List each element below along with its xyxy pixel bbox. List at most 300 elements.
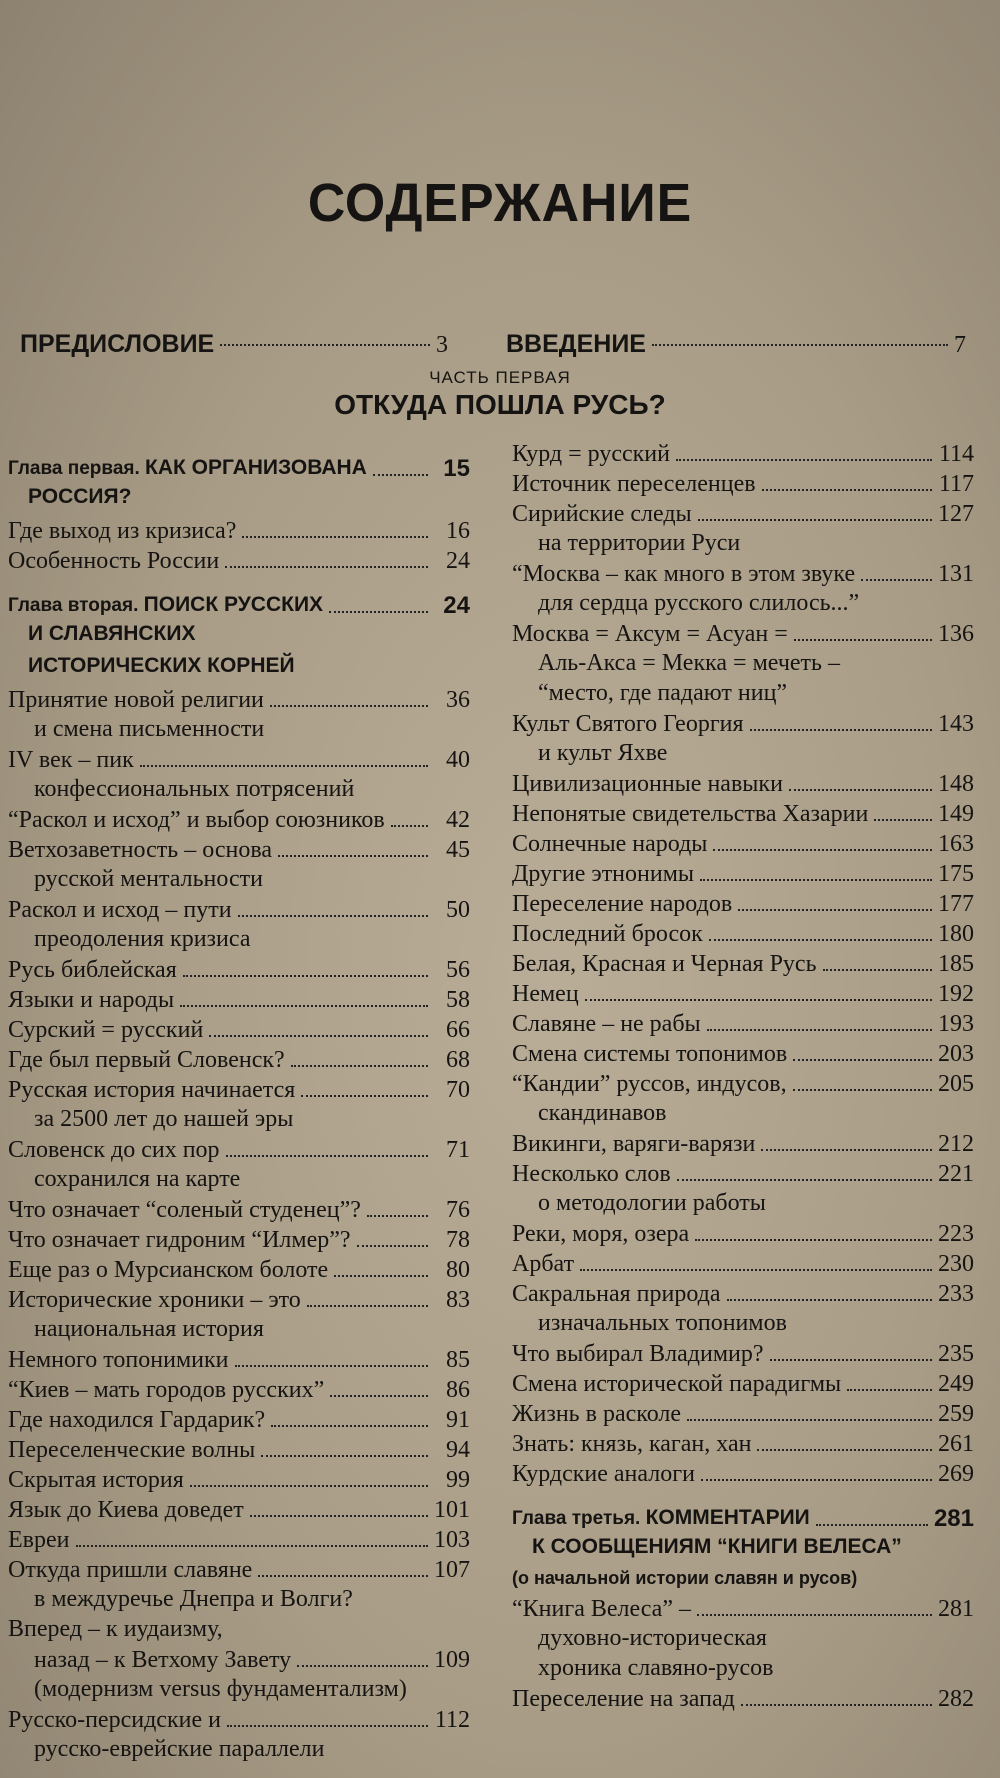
chapter-gap [8,440,470,454]
entry-title: Непонятые свидетельства Хазарии [512,801,869,827]
leader-dots [750,729,932,731]
page-number: 80 [446,1257,470,1283]
page-number: 66 [446,1017,470,1043]
page-number: 103 [434,1527,470,1553]
toc-entry[interactable] [512,620,974,706]
entry-title-cont: преодоления кризиса [34,926,251,952]
entry-title: Откуда пришли славяне [8,1557,253,1583]
page-number: 40 [446,747,470,773]
toc-entry[interactable] [512,950,974,978]
toc-entry[interactable] [512,1130,974,1158]
toc-entry[interactable] [512,1250,974,1278]
entry-title: Где находился Гардарик? [8,1407,266,1433]
toc-entry[interactable] [512,1685,974,1713]
toc-entry[interactable] [512,710,974,766]
entry-title-cont: скандинавов [538,1100,667,1126]
entry-title: Переселение народов [512,891,733,917]
toc-entry[interactable] [8,746,470,802]
toc-entry[interactable] [512,770,974,798]
toc-entry[interactable] [512,1340,974,1368]
entry-title-cont: за 2500 лет до нашей эры [34,1106,294,1132]
page-number: 163 [938,831,974,857]
entry-row [512,1130,974,1158]
entry-row [8,956,470,984]
leader-dots [226,1155,428,1157]
toc-entry[interactable] [8,1226,470,1254]
leader-dots [242,536,428,538]
page-number: 58 [446,987,470,1013]
entry-title: Смена системы топонимов [512,1041,788,1067]
entry-title-cont: и смена письменности [34,716,265,742]
entry-title-cont: “место, где падают ниц” [538,680,788,706]
toc-entry[interactable] [8,517,470,545]
leader-dots [180,1005,428,1007]
leader-dots [334,1275,428,1277]
toc-entry[interactable] [512,1220,974,1248]
leader-dots [301,1095,428,1097]
toc-entry[interactable] [8,1496,470,1524]
page-number: 71 [446,1137,470,1163]
toc-entry[interactable] [512,1280,974,1336]
page-number: 212 [938,1131,974,1157]
entry-title: Славяне – не рабы [512,1011,701,1037]
entry-row [512,1685,974,1713]
entry-title: Переселенческие волны [8,1437,256,1463]
page-number: 24 [443,592,470,619]
toc-entry[interactable] [512,1010,974,1038]
toc-entry[interactable] [512,980,974,1008]
page-number: 180 [938,921,974,947]
page-number: 282 [938,1686,974,1712]
page-number: 221 [938,1161,974,1187]
entry-title: Последний бросок [512,921,703,947]
entry-row [8,1376,470,1404]
leader-dots [794,639,932,641]
entry-title: “Москва – как много в этом звуке [512,561,856,587]
toc-entry[interactable] [8,896,470,952]
leader-dots [271,1425,428,1427]
toc-entry[interactable] [8,1016,470,1044]
page-number: 86 [446,1377,470,1403]
page-number: 45 [446,837,470,863]
entry-row [512,1250,974,1278]
leader-dots [741,1704,932,1706]
entry-title: Реки, моря, озера [512,1221,690,1247]
leader-dots [727,1299,933,1301]
toc-entry[interactable] [8,686,470,742]
entry-title: Раскол и исход – пути [8,897,232,923]
leader-dots [698,519,932,521]
entry-row [8,517,470,545]
page-number: 94 [446,1437,470,1463]
entry-row [512,1400,974,1428]
entry-title: Словенск до сих пор [8,1137,220,1163]
page-number: 281 [938,1596,974,1622]
leader-dots [585,999,932,1001]
entry-title: Сакральная природа [512,1281,721,1307]
entry-row [512,920,974,948]
entry-title: Евреи [8,1527,70,1553]
page-number: 203 [938,1041,974,1067]
toc-entry[interactable] [512,1595,974,1681]
entry-row [512,830,974,858]
toc-entry[interactable] [512,830,974,858]
entry-title: Немец [512,981,579,1007]
toc-entry[interactable] [512,560,974,616]
entry-row [8,1136,470,1164]
page-number: 261 [938,1431,974,1457]
chapter-title-cont: РОССИЯ? [28,485,132,508]
toc-entry[interactable] [8,1286,470,1342]
page-number: 101 [434,1497,470,1523]
page-number: 70 [446,1077,470,1103]
leader-dots [695,1239,932,1241]
entry-row [512,890,974,918]
entry-title: “Книга Велеса” – [512,1596,691,1622]
leader-dots [700,879,932,881]
entry-title-cont: сохранился на карте [34,1166,241,1192]
leader-dots [713,849,932,851]
entry-title: Солнечные народы [512,831,708,857]
leader-dots [76,1545,429,1547]
chapter-title: Глава вторая. ПОИСК РУССКИХ [8,593,324,616]
leader-dots [183,975,428,977]
page-number: 24 [446,548,470,574]
leader-dots [297,1665,428,1667]
page-number: 233 [938,1281,974,1307]
entry-row [512,1595,974,1623]
leader-dots [707,1029,932,1031]
page-number: 281 [933,1505,974,1532]
entry-title: Что означает гидроним “Илмер”? [8,1227,351,1253]
entry-title-cont: духовно-историческая [538,1625,767,1651]
leader-dots [291,1065,428,1067]
toc-entry[interactable] [8,1406,470,1434]
page-number: 205 [938,1071,974,1097]
toc-entry[interactable] [8,1706,470,1762]
entry-title: Язык до Киева доведет [8,1497,244,1523]
toc-entry[interactable] [512,470,974,498]
toc-entry[interactable] [8,956,470,984]
entry-row [512,770,974,798]
toc-column-right [512,440,974,1715]
entry-title: Несколько слов [512,1161,671,1187]
entry-title: Переселение на запад [512,1686,735,1712]
entry-title: “Раскол и исход” и выбор союзников [8,807,385,833]
toc-entry[interactable] [8,1256,470,1284]
entry-title: Курд = русский [512,441,670,467]
toc-entry[interactable] [8,547,470,575]
entry-title-cont: (модернизм versus фундаментализм) [34,1676,407,1702]
page-number: 15 [443,455,470,482]
toc-entry[interactable] [8,1346,470,1374]
entry-row [8,836,470,864]
toc-entry[interactable] [512,800,974,828]
entry-row [512,1430,974,1458]
toc-entry-introduction[interactable] [506,330,966,359]
leader-dots [793,1089,932,1091]
entry-title: Где был первый Словенск? [8,1047,285,1073]
chapter-name: КАК ОРГАНИЗОВАНА [145,456,367,479]
toc-entry[interactable] [512,1160,974,1216]
page-number: 269 [938,1461,974,1487]
entry-row [512,1370,974,1398]
toc-chapter[interactable] [8,454,470,509]
entry-title-cont: на территории Руси [538,530,741,556]
entry-title: Курдские аналоги [512,1461,695,1487]
entry-title: Смена исторической парадигмы [512,1371,842,1397]
chapter-title-cont: К СООБЩЕНИЯМ “КНИГИ ВЕЛЕСА” [532,1535,902,1558]
entry-row [512,500,974,528]
entry-title-cont: конфессиональных потрясений [34,776,355,802]
leader-dots [220,344,430,346]
chapter-gap [512,1490,974,1504]
toc-entry[interactable] [8,806,470,834]
entry-title: Москва = Аксум = Асуан = [512,621,788,647]
page-number: 193 [938,1011,974,1037]
page-number: 68 [446,1047,470,1073]
leader-dots [789,789,932,791]
page-number: 143 [938,711,974,737]
leader-dots [250,1515,428,1517]
entry-row [512,1010,974,1038]
entry-row [8,547,470,575]
toc-entry[interactable] [512,1070,974,1126]
part-title: ОТКУДА ПОШЛА РУСЬ? [334,389,666,420]
entry-title: Сурский = русский [8,1017,204,1043]
page-number: 175 [938,861,974,887]
entry-title: “Киев – мать городов русских” [8,1377,325,1403]
page-number: 114 [938,441,974,467]
page-number: 56 [446,957,470,983]
page-number: 149 [938,801,974,827]
entry-title: Что выбирал Владимир? [512,1341,764,1367]
toc-entry-preface[interactable] [20,330,448,359]
entry-label: ПРЕДИСЛОВИЕ [20,330,215,358]
toc-entry[interactable] [512,1040,974,1068]
entry-row [512,560,974,588]
toc-entry[interactable] [8,986,470,1014]
leader-dots [761,1149,932,1151]
entry-title: Русско-персидские и [8,1707,221,1733]
leader-dots [190,1485,428,1487]
entry-row [512,800,974,828]
entry-title: назад – к Ветхому Завету [34,1647,292,1673]
leader-dots [140,765,428,767]
page-number: 235 [938,1341,974,1367]
leader-dots [227,1725,428,1727]
page-number: 99 [446,1467,470,1493]
entry-title: Где выход из кризиса? [8,518,237,544]
page-number: 117 [938,471,974,497]
chapter-title-cont: ИСТОРИЧЕСКИХ КОРНЕЙ [28,654,295,677]
part-label: ЧАСТЬ ПЕРВАЯ [429,368,571,387]
entry-row [8,1406,470,1434]
entry-row [512,620,974,648]
page-number: 148 [938,771,974,797]
entry-title: Принятие новой религии [8,687,264,713]
entry-title: Русь библейская [8,957,177,983]
leader-dots [770,1359,933,1361]
entry-row [8,1496,470,1524]
toc-entry[interactable] [512,860,974,888]
toc-entry[interactable] [8,1376,470,1404]
toc-entry[interactable] [512,1400,974,1428]
entry-row [8,1466,470,1494]
entry-title: Жизнь в расколе [512,1401,682,1427]
entry-title: Знать: князь, каган, хан [512,1431,752,1457]
entry-row [512,950,974,978]
page-number: 50 [446,897,470,923]
entry-title: Русская история начинается [8,1077,296,1103]
entry-row [512,710,974,738]
toc-entry[interactable] [8,1046,470,1074]
entry-title: Немного топонимики [8,1347,229,1373]
entry-row [8,1526,470,1554]
entry-row [8,746,470,774]
entry-title: Сирийские следы [512,501,692,527]
chapter-row [8,454,470,483]
leader-dots [330,1395,428,1397]
entry-row [512,1160,974,1188]
entry-title-cont: хроника славяно-русов [538,1655,774,1681]
leader-dots [701,1479,932,1481]
entry-row [8,1346,470,1374]
chapter-title: Глава третья. КОММЕНТАРИИ [512,1506,810,1529]
entry-row [8,896,470,924]
entry-title: IV век – пик [8,747,134,773]
page-number: 16 [446,518,470,544]
toc-entry[interactable] [8,1196,470,1224]
entry-title-cont: и культ Яхве [538,740,668,766]
page-number: 85 [446,1347,470,1373]
chapter-row [512,1504,974,1533]
entry-title: Арбат [512,1251,575,1277]
entry-row [512,980,974,1008]
chapter-name: КОММЕНТАРИИ [645,1506,810,1529]
page-number: 7 [954,332,966,358]
toc-entry[interactable] [512,1370,974,1398]
leader-dots [225,566,428,568]
entry-row [8,1556,470,1584]
toc-entry[interactable] [512,1430,974,1458]
entry-title: Языки и народы [8,987,175,1013]
toc-chapter[interactable] [8,591,470,678]
toc-entry[interactable] [8,1076,470,1132]
page-number: 112 [434,1707,470,1733]
entry-row [8,806,470,834]
leader-dots [738,909,932,911]
leader-dots [652,344,948,346]
toc-entry[interactable] [8,1556,470,1612]
toc-entry[interactable] [512,890,974,918]
leader-dots [367,1215,428,1217]
entry-title: Еще раз о Мурсианском болоте [8,1257,329,1283]
toc-entry[interactable] [8,1466,470,1494]
toc-entry[interactable] [8,836,470,892]
leader-dots [307,1305,428,1307]
toc-entry[interactable] [512,1460,974,1488]
entry-title: Источник переселенцев [512,471,756,497]
entry-row [8,1436,470,1464]
toc-column-left [8,440,470,1766]
page-number: 131 [938,561,974,587]
toc-entry[interactable] [512,920,974,948]
leader-dots [258,1575,428,1577]
page-number: 136 [938,621,974,647]
entry-row [8,986,470,1014]
page-number: 83 [446,1287,470,1313]
entry-row [8,1046,470,1074]
entry-row [8,1256,470,1284]
leader-dots [278,855,428,857]
entry-row [512,1220,974,1248]
page-number: 91 [446,1407,470,1433]
toc-entry[interactable] [512,440,974,468]
leader-dots [847,1389,932,1391]
leader-dots [874,819,932,821]
entry-title: Особенность России [8,548,220,574]
entry-row [512,860,974,888]
toc-entry[interactable] [8,1436,470,1464]
leader-dots [676,459,932,461]
leader-dots [793,1059,932,1061]
leader-dots [823,969,932,971]
entry-row [512,1460,974,1488]
entry-title: Цивилизационные навыки [512,771,783,797]
entry-row [512,1340,974,1368]
entry-row [8,1226,470,1254]
entry-row [8,1286,470,1314]
entry-title: Другие этнонимы [512,861,695,887]
page-number: 78 [446,1227,470,1253]
page-number: 109 [434,1647,470,1673]
leader-dots [270,705,428,707]
entry-row [8,1706,470,1734]
entry-row [512,470,974,498]
entry-title: Викинги, варяги-варязи [512,1131,756,1157]
entry-row [8,1016,470,1044]
toc-entry[interactable] [8,1526,470,1554]
entry-row [8,1076,470,1104]
page-number: 3 [436,332,448,358]
leader-dots [762,489,932,491]
page-title: СОДЕРЖАНИЕ [307,173,693,233]
entry-label: ВВЕДЕНИЕ [506,330,646,358]
entry-title: Что означает “соленый студенец”? [8,1197,361,1223]
leader-dots [373,474,428,476]
leader-dots [235,1365,429,1367]
toc-entry[interactable] [8,1136,470,1192]
page-number: 36 [446,687,470,713]
chapter-title: Глава первая. КАК ОРГАНИЗОВАНА [8,456,367,479]
page-number: 76 [446,1197,470,1223]
entry-title: Белая, Красная и Черная Русь [512,951,817,977]
entry-row [512,1040,974,1068]
leader-dots [861,579,932,581]
page-number: 192 [938,981,974,1007]
toc-entry[interactable] [8,1616,470,1702]
chapter-name: ПОИСК РУССКИХ [143,593,324,616]
toc-entry[interactable] [512,500,974,556]
entry-title: Скрытая история [8,1467,184,1493]
leader-dots [329,611,428,613]
entry-title: Ветхозаветность – основа [8,837,272,863]
entry-title-cont: для сердца русского слилось...” [538,590,860,616]
page-number: 230 [938,1251,974,1277]
toc-chapter[interactable] [512,1504,974,1589]
entry-row [8,1646,470,1674]
